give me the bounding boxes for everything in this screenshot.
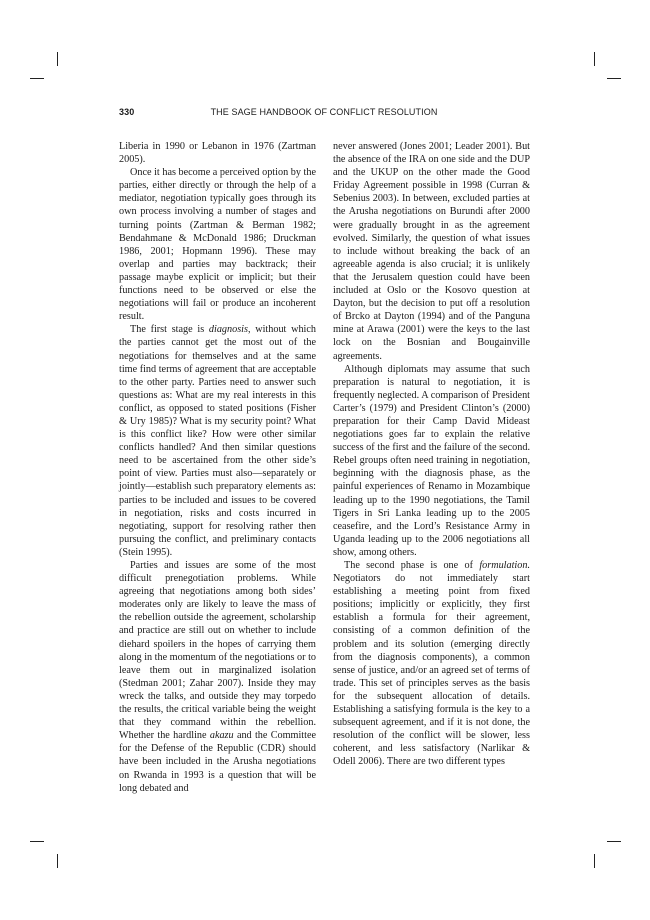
page-header xyxy=(119,107,529,121)
emphasis: akazu xyxy=(209,730,234,742)
right-column xyxy=(333,140,530,769)
crop-mark-bottom-right-vertical xyxy=(594,854,595,868)
paragraph: Although diplomats may assume that such preparation is natural to negotiation, it is frequently neglected. A comparison of President Carter’s (1979) and President Clinton’s (2000) preparation for their Camp David Mideast negotiations goes far to explain the relative success of the first and the failure of the second. Rebel groups often need training in negotiation, beginning with the diagnosis phase, as the painful experiences of Renamo in Mozambique leading up to the 1990 negotiations, the Tamil Tigers in Sri Lanka leading up to the 2005 ceasefire, and the Lord’s Resistance Army in Uganda leading up to the 2006 negotiations all show, among others. xyxy=(333,363,530,558)
paragraph xyxy=(333,559,530,769)
crop-mark-top-left-horizontal xyxy=(30,78,44,79)
running-title: THE SAGE HANDBOOK OF CONFLICT RESOLUTION xyxy=(210,107,438,117)
text-run: The first stage is xyxy=(130,324,209,336)
text-run: , without which the parties cannot get the most out of the negotiations for themselves and at the same time find terms of agreement that are acceptable to the other party. Parties need to answer such questions as: What are my real interests in this conflict, as opposed to stated positions (Fisher & Ury 1985)? What is my security point? What is this conflict like? How were other similar conflicts handled? And then similar questions need to be ascertained from the other side’s point of view. Parties must also—separately or jointly—establish such preparatory elements as: parties to be included and issues to be covered in negotiation, risks and costs incurred in negotiating, support for resolving rather then pursuing the conflict, and preliminary contacts (Stein 1995). xyxy=(119,324,317,558)
emphasis: diagnosis xyxy=(208,324,248,336)
text-run: and the Committee for the Defense of the Republic (CDR) should have been included in the Arusha negotiations on Rwanda in 1993 is a question that will be long debated and xyxy=(119,730,316,794)
paragraph: Liberia in 1990 or Lebanon in 1976 (Zartman 2005). xyxy=(119,141,316,166)
paragraph xyxy=(119,323,316,559)
crop-mark-bottom-left-vertical xyxy=(57,854,58,868)
text-run: Parties and issues are some of the most difficult prenegotiation problems. While agreeing that negotiations among both sides’ moderates only are likely to leave the mass of the rebellion outside the agreement, scholarship and practice are still out on whether to include diehard spoilers in the hopes of carrying them along in the momentum of the negotiations or to leave them out in marginalized isolation (Stedman 2001; Zahar 2007). Inside they may wreck the talks, and outside they may torpedo the results, the critical variable being the weight that they command within the rebellion. Whether the hardline xyxy=(119,560,316,742)
emphasis: formulation. xyxy=(479,560,530,571)
crop-mark-bottom-right-horizontal xyxy=(607,841,621,842)
text-run: The second phase is one of xyxy=(344,560,480,571)
crop-mark-top-left-vertical xyxy=(57,52,58,66)
crop-mark-bottom-left-horizontal xyxy=(30,841,44,842)
crop-mark-top-right-vertical xyxy=(594,52,595,66)
left-column xyxy=(119,140,316,795)
crop-mark-top-right-horizontal xyxy=(607,78,621,79)
paragraph: never answered (Jones 2001; Leader 2001). But the absence of the IRA on one side and the DUP and the UKUP on the other made the Good Friday Agreement possible in 1998 (Curran & Sebenius 2003). In between, excluded parties at the Arusha negotiations on Burundi after 2000 were gradually brought in as the agreement evolved. Similarly, the question of what issues to include without breaking the back of an agreeable agenda is also crucial; it is unlikely that the Jerusalem question could have been included at Oslo or the Kosovo question at Dayton, but the decision to put off a resolution of Brcko at Dayton (1994) and of the Panguna mine at Arawa (2001) were the keys to the last lock on the Bosnian and Bougainville agreements. xyxy=(333,141,530,362)
paragraph: Once it has become a perceived option by the parties, either directly or through the help of a mediator, negotiation typically goes through its own process involving a number of stages and turning points (Zartman & Berman 1982; Bendahmane & McDonald 1986; Druckman 1986, 2001; Hopmann 1996). These may overlap and parties may backtrack; their passage maybe explicit or implicit; but their functions need to be observed or else the negotiations will fail or produce an incoherent result. xyxy=(119,167,316,323)
paragraph xyxy=(119,559,316,795)
page-number: 330 xyxy=(119,107,135,117)
text-run: Negotiators do not immediately start establishing a meeting point from fixed positions; implicitly or explicitly, they first establish a formula for their agreement, consisting of a common definition of the problem and its solution (emerging directly from the diagnosis components), a common sense of justice, and/or an agreed set of terms of trade. This set of principles serves as the basis for the subsequent allocation of details. Establishing a satisfying formula is the key to a subsequent agreement, and if it is not done, the resolution of the conflict will be slower, less coherent, and less satisfactory (Narlikar & Odell 2006). There are two different types xyxy=(333,573,530,768)
